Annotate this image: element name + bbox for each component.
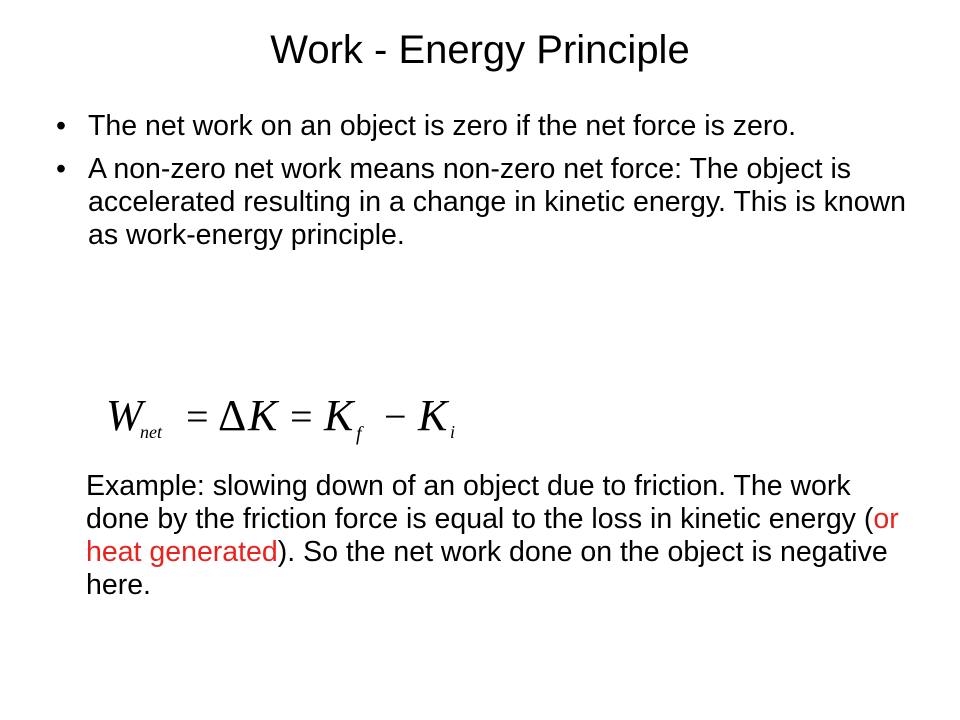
equation-kf: K bbox=[324, 391, 354, 440]
example-paragraph bbox=[86, 470, 916, 602]
equation-equals-2: = bbox=[290, 394, 313, 439]
equation-ki: K bbox=[418, 391, 448, 440]
equation-minus: − bbox=[384, 394, 407, 439]
bullet-marker: • bbox=[56, 153, 66, 185]
equation-graphic bbox=[106, 390, 486, 450]
example-text-start: Example: slowing down of an object due to friction. The work done by the friction force is equal to the loss in kinetic energy ( bbox=[86, 470, 874, 535]
bullet-text: A non-zero net work means non-zero net force: The object is accelerated resulting in a change in kinetic energy. This is known as work-energy principle. bbox=[88, 153, 906, 251]
equation-k: K bbox=[248, 391, 278, 440]
bullet-item bbox=[56, 153, 906, 252]
example-text-end: ). So the net work done on the object is negative here. bbox=[86, 536, 888, 601]
bullet-item bbox=[56, 110, 906, 143]
equation-equals-1: = bbox=[186, 394, 209, 439]
equation-kf-subscript: f bbox=[356, 423, 362, 445]
equation-w: W bbox=[106, 391, 143, 440]
equation-delta: Δ bbox=[218, 391, 247, 440]
bullet-marker: • bbox=[56, 110, 66, 142]
bullet-list bbox=[56, 110, 906, 262]
slide-title: Work - Energy Principle bbox=[270, 28, 690, 72]
equation-ki-subscript: i bbox=[450, 422, 456, 442]
bullet-text: The net work on an object is zero if the net force is zero. bbox=[88, 110, 797, 142]
work-energy-equation bbox=[106, 390, 486, 450]
equation-w-subscript: net bbox=[140, 422, 162, 442]
example-highlight: or heat generated bbox=[86, 503, 899, 568]
